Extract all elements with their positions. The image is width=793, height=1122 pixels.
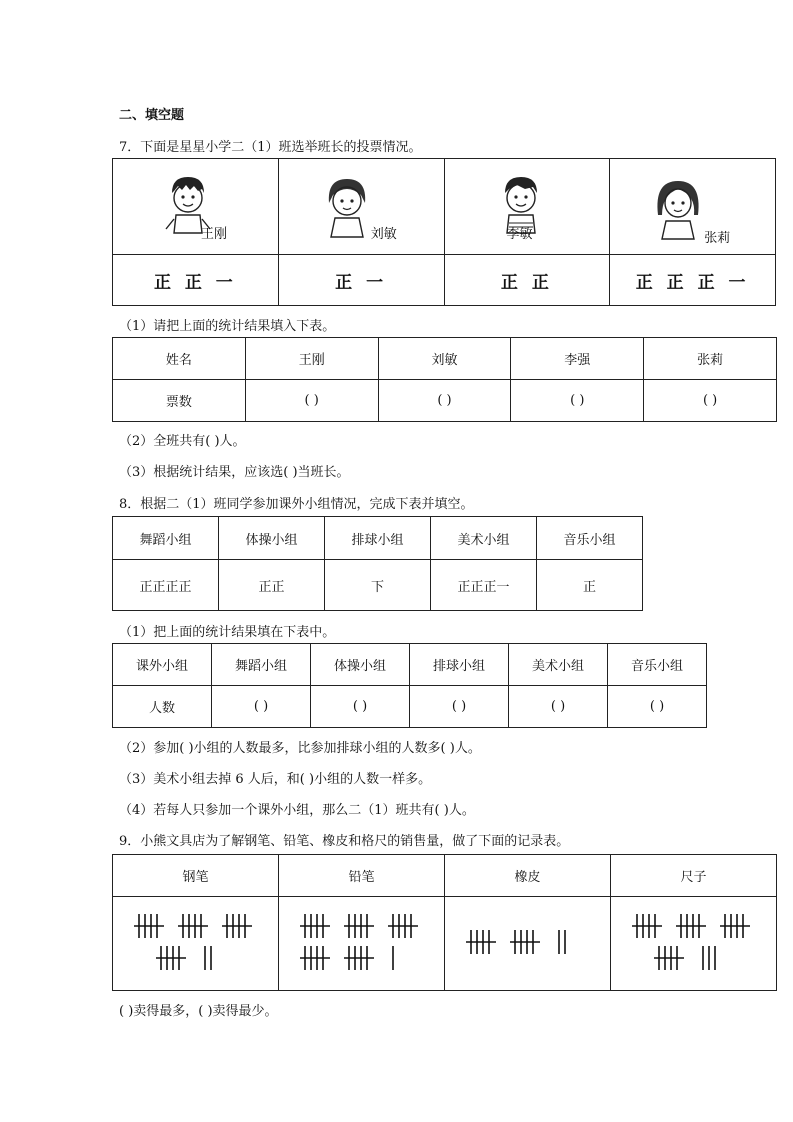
tally-marks <box>282 899 442 985</box>
table-header-cell: 课外小组 <box>113 644 212 686</box>
candidate-name: 王刚 <box>201 227 228 242</box>
item-name: 橡皮 <box>445 855 611 897</box>
table-header-cell: 刘敏 <box>378 338 511 380</box>
answer-blank[interactable]: ( ) <box>511 380 644 422</box>
q8-prompt: 8．根据二（1）班同学参加课外小组情况，完成下表并填空。 <box>119 497 474 512</box>
q7-sub3: （3）根据统计结果，应该选( )当班长。 <box>119 465 350 480</box>
q9-prompt: 9．小熊文具店为了解钢笔、铅笔、橡皮和格尺的销售量，做了下面的记录表。 <box>119 834 570 849</box>
answer-blank[interactable]: ( ) <box>608 686 707 728</box>
q8-sub1: （1）把上面的统计结果填在下表中。 <box>119 625 336 640</box>
tally-cell <box>445 897 611 991</box>
group-tally: 正正正正 <box>113 560 219 611</box>
answer-blank[interactable]: ( ) <box>378 380 511 422</box>
group-name: 舞蹈小组 <box>113 517 219 560</box>
girl-figure-icon <box>317 173 377 243</box>
q8-sub3: （3）美术小组去掉 6 人后，和( )小组的人数一样多。 <box>119 772 432 787</box>
vote-tally: 正 正 正 一 <box>635 272 750 293</box>
answer-blank[interactable]: ( ) <box>311 686 410 728</box>
vote-tally: 正 正 一 <box>153 272 237 293</box>
tally-cell <box>279 897 445 991</box>
vote-tally: 正 一 <box>335 272 388 293</box>
q7-result-table <box>112 337 777 422</box>
q8-result-table <box>112 643 707 728</box>
group-tally: 正正正一 <box>431 560 537 611</box>
table-header-cell: 排球小组 <box>410 644 509 686</box>
group-tally: 正 <box>537 560 643 611</box>
answer-blank[interactable]: ( ) <box>644 380 777 422</box>
q8-sub2: （2）参加( )小组的人数最多，比参加排球小组的人数多( )人。 <box>119 741 481 756</box>
group-name: 音乐小组 <box>537 517 643 560</box>
q7-candidate-cell <box>113 159 279 255</box>
group-name: 美术小组 <box>431 517 537 560</box>
q9-sales-table <box>112 854 777 991</box>
group-name: 体操小组 <box>219 517 325 560</box>
candidate-name: 刘敏 <box>370 227 397 242</box>
q7-vote-table <box>112 158 776 306</box>
q7-prompt: 7．下面是星星小学二（1）班选举班长的投票情况。 <box>119 140 422 155</box>
q7-candidate-cell <box>610 159 776 255</box>
girl-figure-icon <box>648 175 708 245</box>
table-header-cell: 美术小组 <box>509 644 608 686</box>
section-title: 二、填空题 <box>119 108 185 123</box>
q7-sub1: （1）请把上面的统计结果填入下表。 <box>119 319 336 334</box>
table-header-cell: 李强 <box>511 338 644 380</box>
q8-sub4: （4）若每人只参加一个课外小组，那么二（1）班共有( )人。 <box>119 803 475 818</box>
q8-group-table <box>112 516 643 611</box>
q9-answer-line: ( )卖得最多，( )卖得最少。 <box>119 1004 278 1019</box>
table-header-cell: 姓名 <box>113 338 246 380</box>
answer-blank[interactable]: ( ) <box>410 686 509 728</box>
tally-cell <box>611 897 777 991</box>
group-tally: 正正 <box>219 560 325 611</box>
q7-sub2: （2）全班共有( )人。 <box>119 434 246 449</box>
candidate-name: 李敏 <box>506 227 533 242</box>
item-name: 钢笔 <box>113 855 279 897</box>
group-name: 排球小组 <box>325 517 431 560</box>
answer-blank[interactable]: ( ) <box>212 686 311 728</box>
table-header-cell: 王刚 <box>245 338 378 380</box>
item-name: 尺子 <box>611 855 777 897</box>
item-name: 铅笔 <box>279 855 445 897</box>
tally-marks <box>448 899 608 985</box>
table-header-cell: 音乐小组 <box>608 644 707 686</box>
vote-tally: 正 正 <box>500 272 553 293</box>
table-row-label: 人数 <box>113 686 212 728</box>
table-header-cell: 张莉 <box>644 338 777 380</box>
candidate-name: 张莉 <box>704 231 731 246</box>
tally-cell <box>113 897 279 991</box>
group-tally: 下 <box>325 560 431 611</box>
answer-blank[interactable]: ( ) <box>245 380 378 422</box>
tally-marks <box>116 899 276 985</box>
q7-candidate-cell <box>278 159 444 255</box>
table-header-cell: 舞蹈小组 <box>212 644 311 686</box>
answer-blank[interactable]: ( ) <box>509 686 608 728</box>
table-row-label: 票数 <box>113 380 246 422</box>
tally-marks <box>614 899 774 985</box>
table-header-cell: 体操小组 <box>311 644 410 686</box>
q7-candidate-cell <box>444 159 610 255</box>
